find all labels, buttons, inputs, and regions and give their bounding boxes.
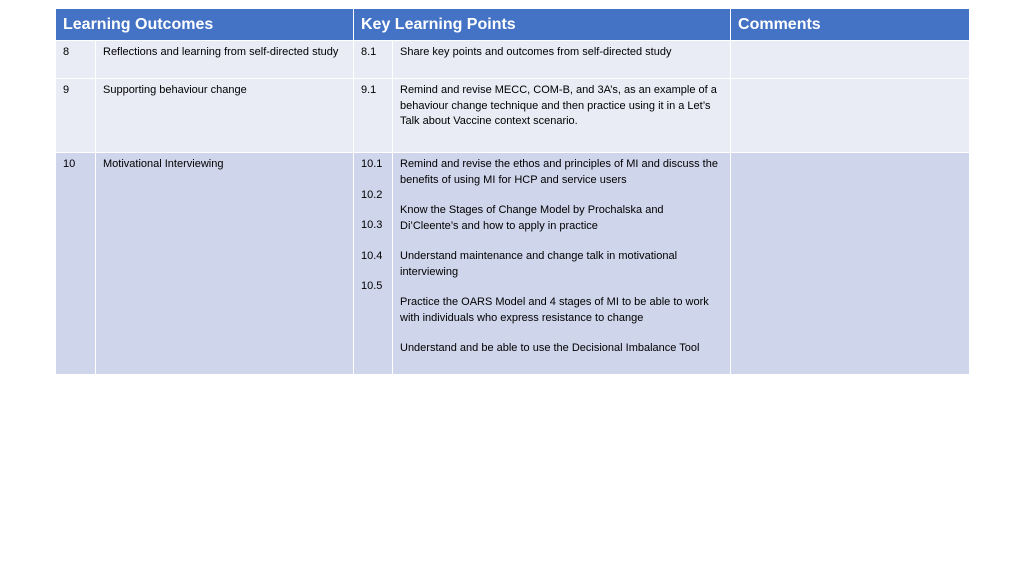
outcome-title: Reflections and learning from self-directed study <box>96 41 354 79</box>
point-text: Understand maintenance and change talk in motivational interviewing <box>400 250 678 278</box>
table-header-row <box>56 9 970 41</box>
outcome-title: Supporting behaviour change <box>96 79 354 153</box>
comment-cell <box>731 79 970 153</box>
point-text: Remind and revise the ethos and principles of MI and discuss the benefits of using MI for HCP and service users <box>400 158 718 186</box>
point-numbers <box>354 153 393 375</box>
point-number: 10.2 <box>361 188 383 201</box>
comment-cell <box>731 41 970 79</box>
point-number: 10.3 <box>361 219 383 231</box>
point-text: Share key points and outcomes from self-directed study <box>393 41 731 79</box>
header-key-learning-points: Key Learning Points <box>354 9 731 41</box>
point-number: 10.1 <box>361 158 383 170</box>
point-number: 10.4 <box>361 249 383 262</box>
learning-outcomes-table <box>55 8 970 375</box>
point-text: Remind and revise MECC, COM-B, and 3A’s, as an example of a behaviour change technique and then practice using it in a Let’s Talk about Vaccine context scenario. <box>393 79 731 153</box>
point-texts <box>393 153 731 375</box>
outcome-number: 9 <box>56 79 96 153</box>
table-row-8 <box>56 41 970 79</box>
table-row-10 <box>56 153 970 375</box>
header-learning-outcomes: Learning Outcomes <box>56 9 354 41</box>
outcome-title: Motivational Interviewing <box>96 153 354 375</box>
point-text: Know the Stages of Change Model by Prochalska and Di’Cleente’s and how to apply in practice <box>400 204 664 232</box>
table-row-9 <box>56 79 970 153</box>
point-number: 10.5 <box>361 280 383 292</box>
outcome-number: 10 <box>56 153 96 375</box>
header-comments: Comments <box>731 9 970 41</box>
point-text: Practice the OARS Model and 4 stages of MI to be able to work with individuals who express resistance to change <box>400 296 709 324</box>
comment-cell <box>731 153 970 375</box>
point-text: Understand and be able to use the Decisional Imbalance Tool <box>400 342 700 354</box>
point-number: 8.1 <box>354 41 393 79</box>
outcome-number: 8 <box>56 41 96 79</box>
point-number: 9.1 <box>354 79 393 153</box>
